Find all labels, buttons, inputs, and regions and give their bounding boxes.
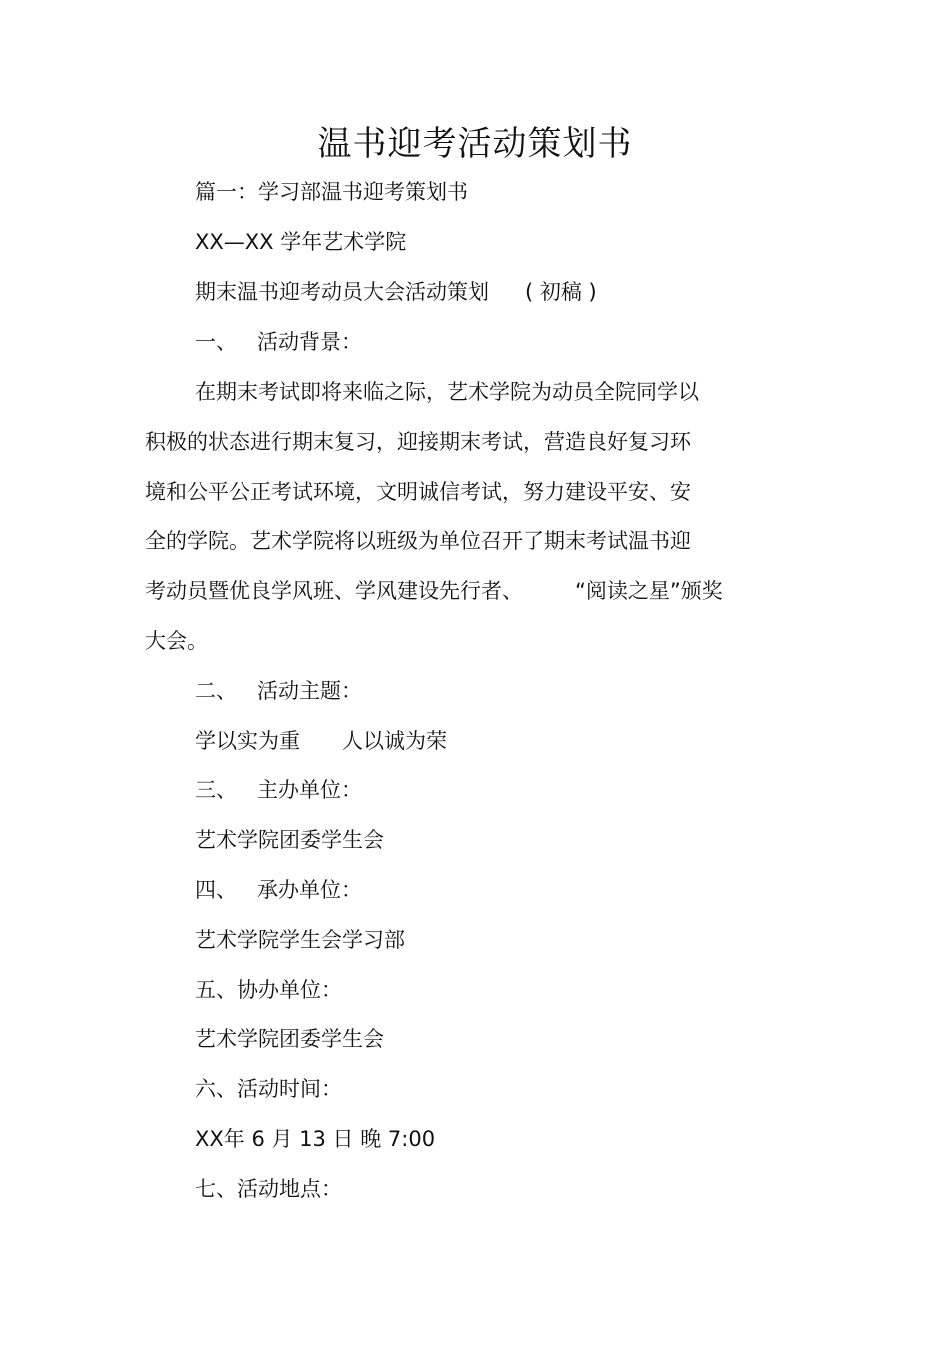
section-heading-5: 五、协办单位：	[195, 978, 342, 1002]
theme-line	[195, 726, 447, 756]
theme-part-2: 人以诚为荣	[342, 729, 447, 753]
background-line-5	[145, 576, 723, 606]
section-title-4: 承办单位：	[257, 878, 362, 902]
section-title-2: 活动主题：	[257, 679, 362, 703]
plan-name-text: 期末温书迎考动员大会活动策划	[195, 280, 489, 304]
subtitle-chapter: 篇一：学习部温书迎考策划书	[195, 180, 468, 204]
academic-year-line: XX—XX 学年艺术学院	[195, 230, 407, 254]
section-title-3: 主办单位：	[257, 778, 362, 802]
section-heading-6: 六、活动时间：	[195, 1077, 342, 1101]
background-line-5b: “阅读之星”颁奖	[575, 579, 723, 603]
section-heading-2	[195, 676, 362, 706]
section-number-3: 三、	[195, 778, 237, 802]
organizer-line: 艺术学院团委学生会	[195, 828, 384, 852]
background-line-4: 全的学院。艺术学院将以班级为单位召开了期末考试温书迎	[145, 529, 691, 553]
section-heading-3	[195, 775, 362, 805]
undertaker-line: 艺术学院学生会学习部	[195, 928, 405, 952]
plan-name-line	[195, 277, 597, 307]
section-heading-4	[195, 875, 362, 905]
section-number-4: 四、	[195, 878, 237, 902]
background-line-3: 境和公平公正考试环境，文明诚信考试，努力建设平安、安	[145, 480, 691, 504]
draft-note: ( 初稿 )	[525, 280, 597, 304]
section-title-1: 活动背景：	[257, 330, 362, 354]
document-title: 温书迎考活动策划书	[317, 124, 633, 164]
background-line-1: 在期末考试即将来临之际，艺术学院为动员全院同学以	[195, 380, 699, 404]
section-number-1: 一、	[195, 330, 237, 354]
background-line-6: 大会。	[145, 629, 208, 653]
theme-part-1: 学以实为重	[195, 729, 300, 753]
event-time-line: XX年 6 月 13 日 晚 7:00	[195, 1127, 436, 1151]
section-number-2: 二、	[195, 679, 237, 703]
co-organizer-line: 艺术学院团委学生会	[195, 1027, 384, 1051]
section-heading-7: 七、活动地点：	[195, 1177, 342, 1201]
background-line-5a: 考动员暨优良学风班、学风建设先行者、	[145, 579, 523, 603]
section-heading-1	[195, 327, 362, 357]
background-line-2: 积极的状态进行期末复习，迎接期末考试，营造良好复习环	[145, 430, 691, 454]
